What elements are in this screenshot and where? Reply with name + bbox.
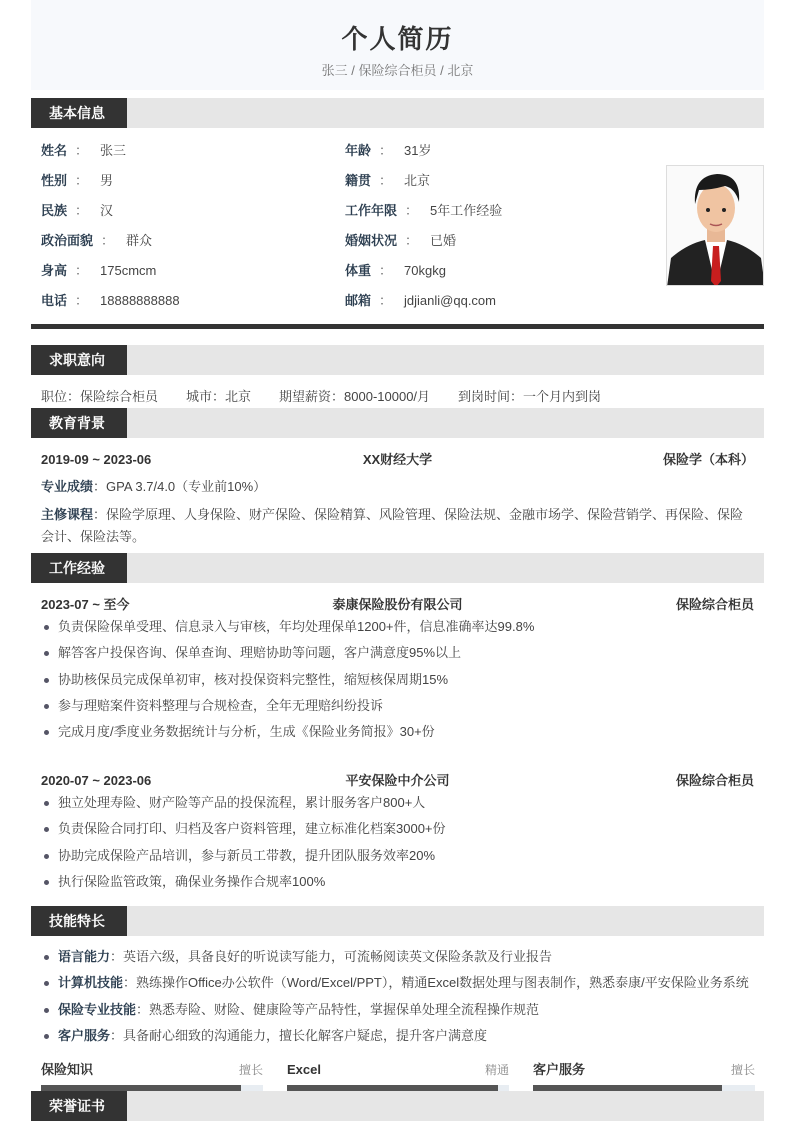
section-job-intent bbox=[31, 345, 764, 375]
section-title: 工作经验 bbox=[31, 553, 127, 583]
education-entry bbox=[41, 450, 754, 470]
info-left-4: 身高 ： 175cmcm bbox=[41, 263, 157, 278]
work-title: 保险综合柜员 bbox=[676, 773, 755, 788]
info-right-0: 年龄 ： 31岁 bbox=[345, 143, 432, 158]
section-title: 技能特长 bbox=[31, 906, 127, 936]
skill-level: 擅长 bbox=[730, 1063, 755, 1077]
page-subtitle: 张三 / 保险综合柜员 / 北京 bbox=[321, 63, 474, 78]
info-left-0: 姓名 ： 张三 bbox=[41, 143, 127, 158]
info-right-1: 籍贯 ： 北京 bbox=[345, 173, 431, 188]
edu-gpa: 专业成绩：GPA 3.7/4.0（专业前10%） bbox=[41, 479, 267, 494]
work-entry-header bbox=[41, 595, 754, 615]
skill-name: 客户服务 bbox=[533, 1062, 586, 1077]
info-left-1: 性别 ： 男 bbox=[41, 173, 114, 188]
work-company: 泰康保险股份有限公司 bbox=[332, 597, 463, 612]
skill-level: 擅长 bbox=[238, 1063, 263, 1077]
section-honors bbox=[31, 1091, 764, 1121]
skill-level: 精通 bbox=[484, 1063, 509, 1077]
page-title: 个人简历 bbox=[341, 24, 454, 54]
info-left-2: 民族 ： 汉 bbox=[41, 203, 114, 218]
resume-header bbox=[31, 0, 764, 90]
edu-school: XX财经大学 bbox=[362, 452, 433, 467]
section-title: 荣誉证书 bbox=[31, 1091, 127, 1121]
work-company: 平安保险中介公司 bbox=[345, 773, 450, 788]
list-item: 协助完成保险产品培训，参与新员工带教，提升团队服务效率20% bbox=[41, 843, 754, 869]
section-title: 教育背景 bbox=[31, 408, 127, 438]
section-skills bbox=[31, 906, 764, 936]
list-item: 协助核保员完成保单初审，核对投保资料完整性，缩短核保周期15% bbox=[41, 667, 754, 693]
intent-position: 职位：保险综合柜员 bbox=[41, 389, 159, 404]
list-item: 负责保险合同打印、归档及客户资料管理，建立标准化档案3000+份 bbox=[41, 816, 754, 842]
divider bbox=[31, 324, 764, 329]
skill-name: Excel bbox=[287, 1062, 321, 1077]
info-right-4: 体重 ： 70kgkg bbox=[345, 263, 446, 278]
list-item: 负责保险保单受理、信息录入与审核，年均处理保单1200+件，信息准确率达99.8% bbox=[41, 614, 754, 640]
list-item: 解答客户投保咨询、保单查询、理赔协助等问题，客户满意度95%以上 bbox=[41, 640, 754, 666]
work-entry-header bbox=[41, 771, 754, 791]
job-intent-row bbox=[41, 387, 601, 407]
skill-item: 语言能力：英语六级，具备良好的听说读写能力，可流畅阅读英文保险条款及行业报告 bbox=[41, 944, 754, 970]
skill-item: 保险专业技能：熟悉寿险、财险、健康险等产品特性，掌握保单处理全流程操作规范 bbox=[41, 997, 754, 1023]
info-right-2: 工作年限 ： 5年工作经验 bbox=[345, 203, 503, 218]
skill-bar-1 bbox=[287, 1060, 509, 1093]
skill-bar-0 bbox=[41, 1060, 263, 1093]
work-period: 2023-07 ~ 至今 bbox=[41, 597, 130, 612]
edu-period: 2019-09 ~ 2023-06 bbox=[41, 452, 152, 467]
section-title: 基本信息 bbox=[31, 98, 127, 128]
info-right-3: 婚姻状况 ： 已婚 bbox=[345, 233, 457, 248]
section-work bbox=[31, 553, 764, 583]
list-item: 执行保险监管政策，确保业务操作合规率100% bbox=[41, 869, 754, 895]
work-bullets bbox=[41, 614, 754, 745]
work-period: 2020-07 ~ 2023-06 bbox=[41, 773, 152, 788]
intent-salary: 期望薪资：8000-10000/月 bbox=[279, 389, 431, 404]
info-left-3: 政治面貌 ： 群众 bbox=[41, 233, 153, 248]
intent-arrival: 到岗时间：一个月内到岗 bbox=[458, 389, 602, 404]
section-title: 求职意向 bbox=[31, 345, 127, 375]
section-basic-info bbox=[31, 98, 764, 128]
list-item: 完成月度/季度业务数据统计与分析，生成《保险业务简报》30+份 bbox=[41, 719, 754, 745]
info-left-5: 电话 ： 18888888888 bbox=[41, 293, 180, 308]
edu-major: 保险学（本科） bbox=[663, 452, 755, 467]
skill-bar-2 bbox=[533, 1060, 755, 1093]
skill-item: 计算机技能：熟练操作Office办公软件（Word/Excel/PPT），精通Excel数据处理与图表制作，熟悉泰康/平安保险业务系统 bbox=[41, 970, 754, 996]
skills-list bbox=[41, 944, 754, 1049]
list-item: 参与理赔案件资料整理与合规检查，全年无理赔纠纷投诉 bbox=[41, 693, 754, 719]
section-education bbox=[31, 408, 764, 438]
edu-courses: 主修课程：保险学原理、人身保险、财产保险、保险精算、风险管理、保险法规、金融市场学、保险营销学、再保险、保险会计、保险法等。 bbox=[41, 507, 744, 544]
profile-photo bbox=[666, 165, 764, 286]
work-title: 保险综合柜员 bbox=[676, 597, 755, 612]
skill-item: 客户服务：具备耐心细致的沟通能力，擅长化解客户疑虑，提升客户满意度 bbox=[41, 1023, 754, 1049]
work-bullets bbox=[41, 790, 754, 895]
info-right-5: 邮箱 ： jdjianli@qq.com bbox=[345, 293, 496, 308]
skill-name: 保险知识 bbox=[41, 1062, 94, 1077]
resume-page bbox=[31, 0, 764, 1114]
intent-city: 城市：北京 bbox=[186, 389, 252, 404]
list-item: 独立处理寿险、财产险等产品的投保流程，累计服务客户800+人 bbox=[41, 790, 754, 816]
